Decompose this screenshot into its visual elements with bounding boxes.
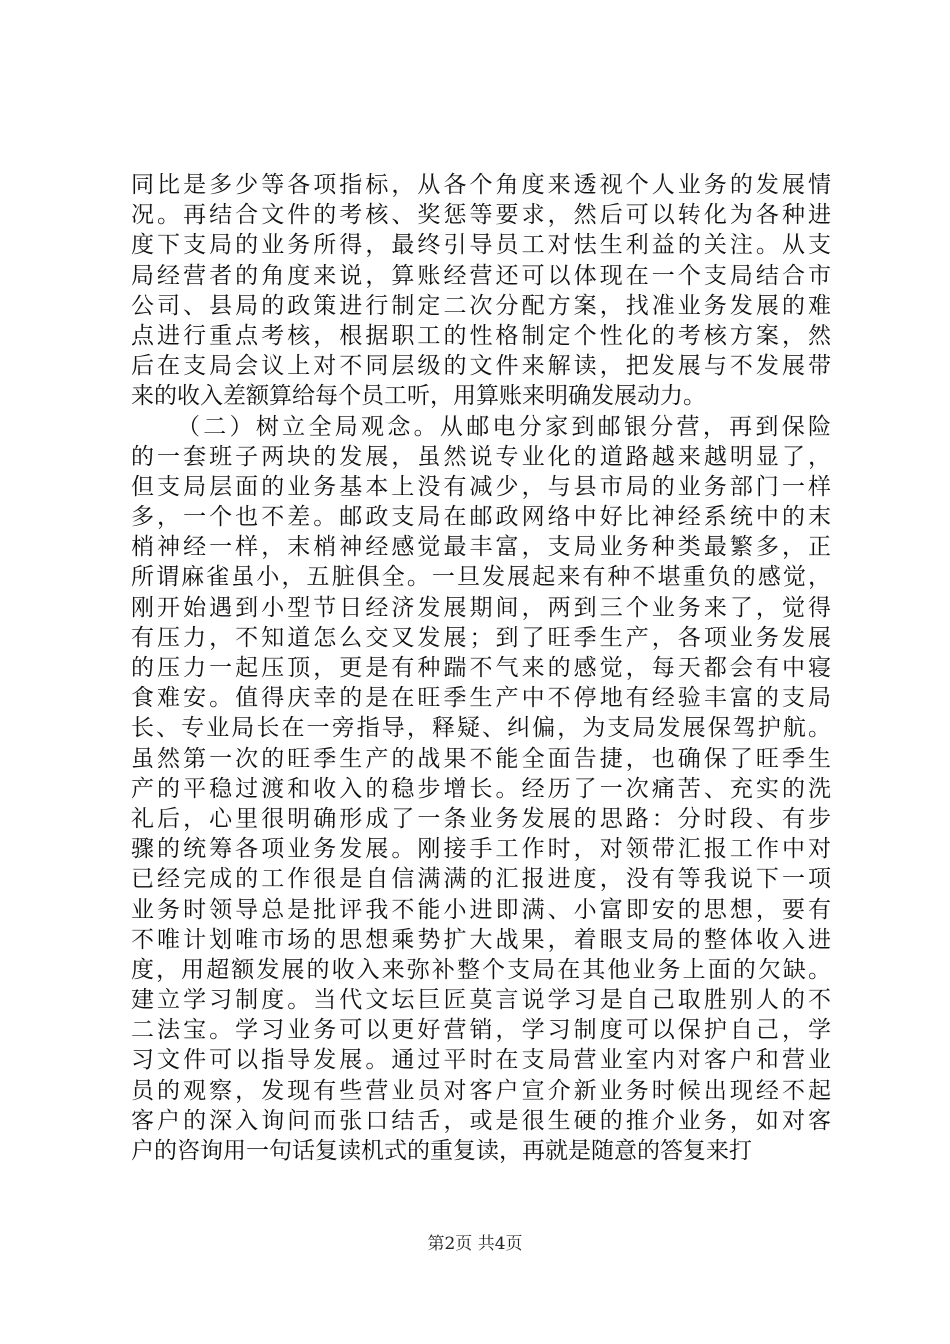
text-line: 虽然第一次的旺季生产的战果不能全面告捷，也确保了旺季生 [131,745,831,772]
text-line: 骤的统筹各项业务发展。刚接手工作时，对领带汇报工作中对 [131,836,831,863]
text-line: 所谓麻雀虽小，五脏俱全。一旦发展起来有种不堪重负的感觉， [131,564,831,591]
text-line: 长、专业局长在一旁指导，释疑、纠偏，为支局发展保驾护航。 [131,715,831,742]
text-line: 来的收入差额算给每个员工听，用算账来明确发展动力。 [131,383,706,410]
text-line: 二法宝。学习业务可以更好营销，学习制度可以保护自己，学 [131,1017,831,1044]
text-line: 刚开始遇到小型节日经济发展期间，两到三个业务来了，觉得 [131,594,831,621]
text-line: 的一套班子两块的发展，虽然说专业化的道路越来越明显了， [131,443,831,470]
text-line: 点进行重点考核，根据职工的性格制定个性化的考核方案，然 [131,322,831,349]
text-line: 礼后，心里很明确形成了一条业务发展的思路：分时段、有步 [131,805,831,832]
text-line: 员的观察，发现有些营业员对客户宣介新业务时候出现经不起 [131,1077,831,1104]
text-line: 习文件可以指导发展。通过平时在支局营业室内对客户和营业 [131,1047,831,1074]
text-line: 食难安。值得庆幸的是在旺季生产中不停地有经验丰富的支局 [131,685,831,712]
text-line: （二）树立全局观念。从邮电分家到邮银分营，再到保险 [177,413,831,440]
text-line: 况。再结合文件的考核、奖惩等要求，然后可以转化为各种进 [131,202,831,229]
page-footer: 第2页 共4页 [427,1234,523,1254]
text-line: 公司、县局的政策进行制定二次分配方案，找准业务发展的难 [131,292,831,319]
text-line: 客户的深入询问而张口结舌，或是很生硬的推介业务，如对客 [131,1107,831,1134]
text-line: 度，用超额发展的收入来弥补整个支局在其他业务上面的欠缺。 [131,956,831,983]
text-line: 的压力一起压顶，更是有种踹不气来的感觉，每天都会有中寝 [131,655,831,681]
text-line: 同比是多少等各项指标，从各个角度来透视个人业务的发展情 [131,172,831,198]
text-line: 户的咨询用一句话复读机式的重复读，再就是随意的答复来打 [131,1138,752,1164]
text-line: 已经完成的工作很是自信满满的汇报进度，没有等我说下一项 [131,866,831,893]
paragraph [131,170,831,412]
text-line: 后在支局会议上对不同层级的文件来解读，把发展与不发展带 [131,353,831,380]
text-line: 但支局层面的业务基本上没有减少，与县市局的业务部门一样 [131,473,831,500]
text-line: 梢神经一样，末梢神经感觉最丰富，支局业务种类最繁多，正 [131,534,831,561]
text-line: 度下支局的业务所得，最终引导员工对怯生利益的关注。从支 [131,232,831,259]
text-line: 多，一个也不差。邮政支局在邮政网络中好比神经系统中的末 [131,504,831,531]
text-line: 不唯计划唯市场的思想乘势扩大战果，着眼支局的整体收入进 [131,926,831,953]
text-line: 局经营者的角度来说，算账经营还可以体现在一个支局结合市 [131,262,831,289]
text-line: 业务时领导总是批评我不能小进即满、小富即安的思想，要有 [131,896,831,923]
text-line: 有压力，不知道怎么交叉发展；到了旺季生产，各项业务发展 [131,624,831,651]
body-text [131,170,831,1166]
text-line: 建立学习制度。当代文坛巨匠莫言说学习是自己取胜别人的不 [131,987,831,1014]
paragraph [131,412,831,1167]
text-line: 产的平稳过渡和收入的稳步增长。经历了一次痛苦、充实的洗 [131,775,831,802]
